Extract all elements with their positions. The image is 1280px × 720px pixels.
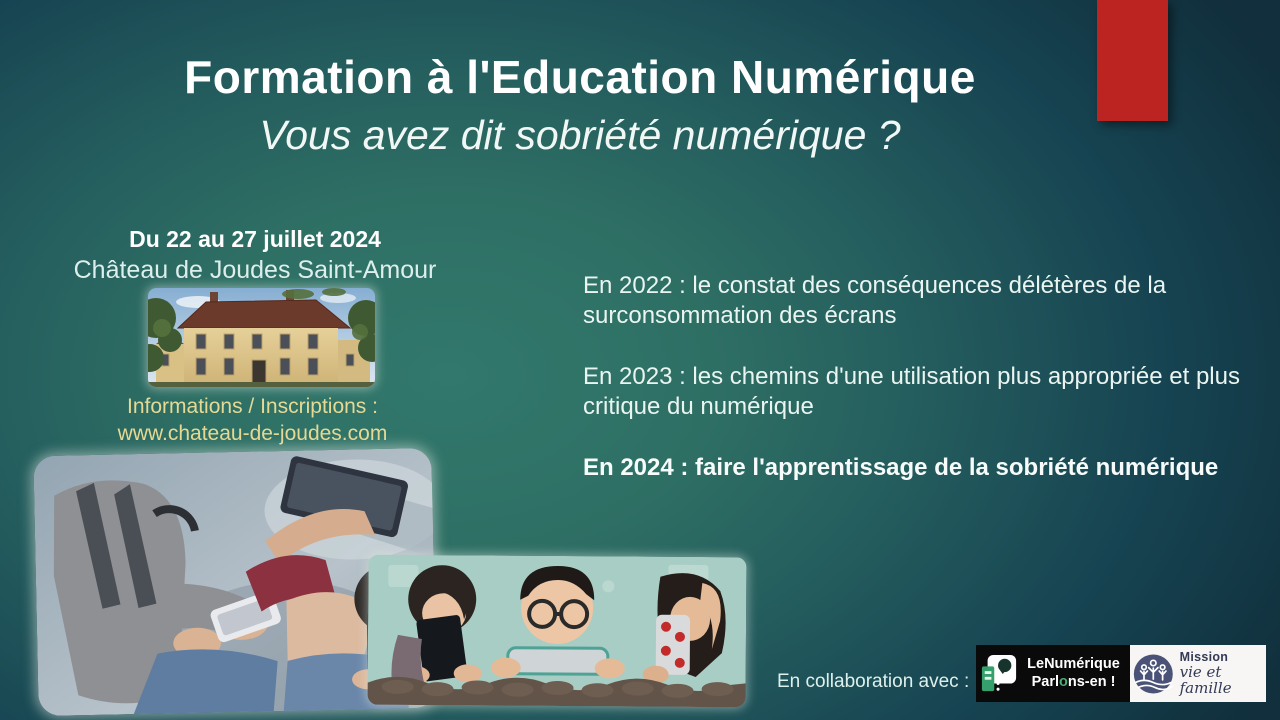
lenumerique-line2: Parlons-en ! (1031, 673, 1116, 690)
event-info-block (40, 226, 470, 285)
kids-with-devices-illustration (367, 555, 746, 708)
website-link[interactable]: www.chateau-de-joudes.com (117, 421, 388, 445)
title-block (0, 50, 1160, 159)
mission-logo-text (1180, 651, 1263, 697)
collaboration-label: En collaboration avec : (777, 671, 970, 692)
logo-mission-vie-et-famille (1130, 645, 1266, 702)
registration-info (55, 394, 450, 447)
event-location: Château de Joudes Saint-Amour (73, 256, 437, 284)
lenumerique-line1: LeNumérique (1027, 656, 1120, 673)
chateau-photo (148, 288, 375, 387)
page-title: Formation à l'Education Numérique (184, 51, 976, 103)
timeline-block (583, 271, 1261, 513)
timeline-item-2022: En 2022 : le constat des conséquences délétères de la surconsommation des écrans (583, 272, 1167, 330)
info-label: Informations / Inscriptions : (127, 395, 378, 418)
lenumerique-logo-icon (980, 652, 1018, 696)
event-dates: Du 22 au 27 juillet 2024 (129, 226, 381, 252)
mission-line1: Mission (1179, 649, 1229, 664)
mission-line2: vie et famille (1179, 662, 1232, 697)
timeline-item-2023: En 2023 : les chemins d'une utilisation plus appropriée et plus critique du numérique (583, 362, 1240, 421)
logo-lenumerique (976, 645, 1130, 702)
page-subtitle: Vous avez dit sobriété numérique ? (259, 112, 901, 158)
timeline-item-2024: En 2024 : faire l'apprentissage de la sobriété numérique (583, 453, 1219, 481)
kids-with-devices-photo (367, 555, 746, 708)
lenumerique-logo-text (1021, 656, 1126, 691)
chateau-illustration (148, 288, 375, 387)
mission-logo-icon (1133, 650, 1174, 698)
